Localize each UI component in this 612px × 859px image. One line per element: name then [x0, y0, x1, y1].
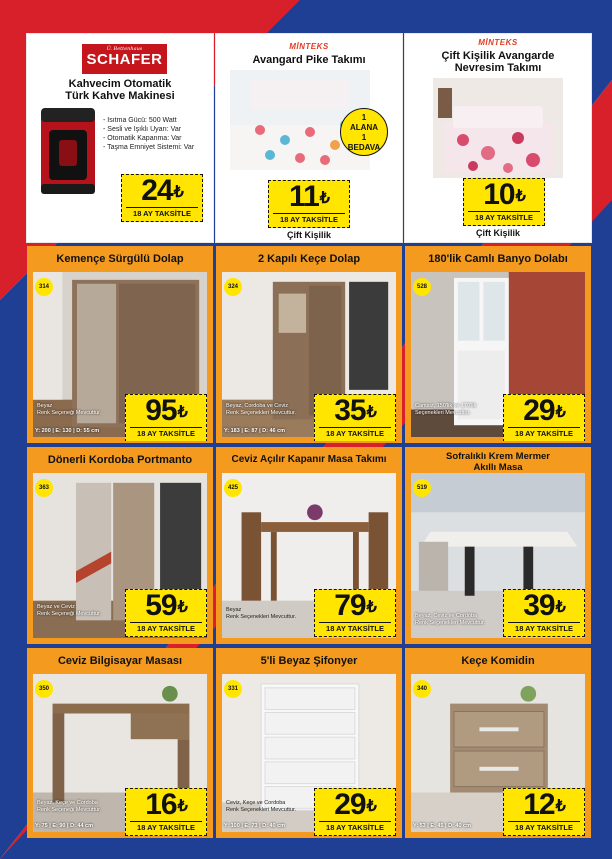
- product-title: Kahvecim Otomatik: [68, 78, 172, 90]
- price-tag: [503, 589, 585, 637]
- promo-text: BEDAVA: [347, 143, 381, 152]
- spec-list: [103, 116, 194, 152]
- price-value: 35: [334, 394, 366, 427]
- spec-item: - Otomatik Kapanma: Var: [103, 134, 194, 143]
- dimensions-label: Y: 75 | E: 90 | D: 44 cm: [35, 823, 93, 829]
- coffee-machine-image: [33, 100, 103, 200]
- price-tag: [314, 788, 396, 836]
- price-value: 16: [145, 788, 177, 821]
- currency-symbol: ₺: [515, 188, 525, 205]
- installment-label: 18 AY TAKSİTLE: [319, 622, 391, 633]
- currency-symbol: ₺: [555, 404, 565, 421]
- dimensions-label: Y: 100 | E: 73 | D: 40 cm: [224, 823, 286, 829]
- price-value: 11: [289, 180, 319, 213]
- currency-symbol: ₺: [555, 798, 565, 815]
- price-value: 59: [145, 589, 177, 622]
- price-value: 95: [145, 394, 177, 427]
- brand-name: SCHAFER: [86, 51, 163, 68]
- color-note: Beyaz: [37, 403, 53, 409]
- installment-label: 18 AY TAKSİTLE: [319, 821, 391, 832]
- color-note-line2: Renk Seçenekleri Mevcuttur.: [226, 807, 297, 813]
- minteks-logo: MİNTEKS: [478, 38, 518, 47]
- price-value: 79: [334, 589, 366, 622]
- price-value: 39: [523, 589, 555, 622]
- price-tag: [463, 178, 545, 226]
- minteks-logo: MİNTEKS: [289, 42, 329, 51]
- product-code-badge: 331: [224, 680, 242, 698]
- price-tag: [125, 394, 207, 442]
- product-card-bathroom-cabinet[interactable]: [405, 246, 591, 443]
- installment-label: 18 AY TAKSİTLE: [273, 213, 345, 224]
- price-value: 10: [483, 178, 515, 211]
- installment-label: 18 AY TAKSİTLE: [508, 622, 580, 633]
- product-title: 5'li Beyaz Şifonyer: [260, 655, 358, 667]
- price-tag: [503, 394, 585, 442]
- product-title: Çift Kişilik Avangarde: [441, 50, 555, 62]
- currency-symbol: ₺: [177, 404, 187, 421]
- installment-label: 18 AY TAKSİTLE: [130, 427, 202, 438]
- currency-symbol: ₺: [319, 190, 329, 207]
- bedding-image: [433, 78, 563, 178]
- installment-label: 18 AY TAKSİTLE: [126, 207, 198, 218]
- color-note-line2: Renk Seçeneği Mevcuttur.: [37, 611, 102, 617]
- brand-tagline: Ü. Bettenhaus: [106, 46, 143, 52]
- product-card-computer-desk[interactable]: [27, 648, 213, 838]
- product-card-coat-stand[interactable]: [27, 447, 213, 644]
- product-card-pike-set[interactable]: [216, 34, 402, 242]
- product-title: 2 Kapılı Keçe Dolap: [257, 253, 361, 265]
- product-code-badge: 425: [224, 479, 242, 497]
- product-card-sliding-wardrobe[interactable]: [27, 246, 213, 443]
- price-tag: [125, 788, 207, 836]
- product-card-coffee-machine[interactable]: [27, 34, 213, 242]
- installment-label: 18 AY TAKSİTLE: [130, 622, 202, 633]
- product-code-badge: 350: [35, 680, 53, 698]
- installment-label: 18 AY TAKSİTLE: [319, 427, 391, 438]
- product-title: Keçe Komidin: [461, 655, 535, 667]
- price-tag: [314, 394, 396, 442]
- size-label: Çift Kişilik: [286, 230, 331, 240]
- price-tag: [121, 174, 203, 222]
- product-code-badge: 324: [224, 278, 242, 296]
- product-title: 180'lik Camlı Banyo Dolabı: [428, 253, 568, 265]
- schafer-logo: [82, 44, 167, 74]
- currency-symbol: ₺: [177, 798, 187, 815]
- price-tag: [503, 788, 585, 836]
- product-card-chest-of-drawers[interactable]: [216, 648, 402, 838]
- currency-symbol: ₺: [366, 599, 376, 616]
- promo-text: ALANA: [350, 123, 378, 132]
- product-card-marble-table[interactable]: [405, 447, 591, 644]
- product-grid: [25, 34, 611, 834]
- product-card-nightstand[interactable]: [405, 648, 591, 838]
- currency-symbol: ₺: [366, 404, 376, 421]
- color-note: Beyaz, Cordoba ve Ceviz: [226, 403, 289, 409]
- price-value: 29: [334, 788, 366, 821]
- color-note: Beyaz: [226, 607, 242, 613]
- spec-item: - Sesli ve Işıklı Uyarı: Var: [103, 125, 194, 134]
- color-note-line2: Renk Seçenekleri Mevcuttur.: [226, 614, 297, 620]
- installment-label: 18 AY TAKSİTLE: [468, 211, 540, 222]
- color-note-line2: Renk Seçenekleri Mevcuttur.: [415, 620, 486, 626]
- product-code-badge: 340: [413, 680, 431, 698]
- price-tag: [314, 589, 396, 637]
- product-code-badge: 314: [35, 278, 53, 296]
- promo-text: 1: [361, 133, 367, 142]
- price-tag: [268, 180, 350, 228]
- product-title-line2: Türk Kahve Makinesi: [65, 90, 175, 102]
- product-card-dining-set[interactable]: [216, 447, 402, 644]
- price-value: 29: [523, 394, 555, 427]
- price-value: 24: [141, 174, 173, 207]
- product-code-badge: 519: [413, 479, 431, 497]
- installment-label: 18 AY TAKSİTLE: [508, 821, 580, 832]
- product-title: Dönerli Kordoba Portmanto: [47, 454, 193, 466]
- product-card-duvet-set[interactable]: [405, 34, 591, 242]
- promo-badge: [340, 108, 388, 156]
- currency-symbol: ₺: [366, 798, 376, 815]
- color-note: Beyaz, Keçe ve Cordoba: [37, 800, 98, 806]
- product-title: Ceviz Bilgisayar Masası: [57, 655, 183, 667]
- product-title: Kemençe Sürgülü Dolap: [56, 253, 184, 265]
- price-value: 12: [523, 788, 555, 821]
- color-note: Ceviz, Keçe ve Cordoba: [226, 800, 286, 806]
- promo-text: 1: [361, 113, 367, 122]
- installment-label: 18 AY TAKSİTLE: [130, 821, 202, 832]
- product-title-line1: Sofralıklı Krem Mermer: [445, 451, 550, 462]
- product-title: Ceviz Açılır Kapanır Masa Takımı: [231, 454, 387, 465]
- installment-label: 18 AY TAKSİTLE: [508, 427, 580, 438]
- color-note: Beyaz, Ceviz ve Cordoba: [415, 613, 478, 619]
- currency-symbol: ₺: [177, 599, 187, 616]
- product-code-badge: 363: [35, 479, 53, 497]
- color-note-line2: Seçenekleri Mevcuttur.: [415, 410, 471, 416]
- product-code-badge: 528: [413, 278, 431, 296]
- size-label: Çift Kişilik: [475, 228, 520, 238]
- spec-item: - Taşma Emniyet Sistemi: Var: [103, 143, 194, 152]
- color-note: Camsız, 150'lik ve 170'lik: [415, 403, 477, 409]
- color-note-line2: Renk Seçeneği Mevcuttur.: [37, 807, 102, 813]
- color-note: Beyaz ve Ceviz: [37, 604, 75, 610]
- product-title: [407, 449, 589, 471]
- price-tag: [125, 589, 207, 637]
- product-title-line2: Akıllı Masa: [473, 462, 523, 473]
- currency-symbol: ₺: [555, 599, 565, 616]
- product-card-two-door-wardrobe[interactable]: [216, 246, 402, 443]
- spec-item: - Isıtma Gücü: 500 Watt: [103, 116, 194, 125]
- dimensions-label: Y: 183 | E: 87 | D: 46 cm: [224, 428, 286, 434]
- color-note-line2: Renk Seçeneği Mevcuttur.: [37, 410, 102, 416]
- dimensions-label: Y: 53 | E: 45 | D: 40 cm: [413, 823, 471, 829]
- currency-symbol: ₺: [173, 184, 183, 201]
- product-title-line2: Nevresim Takımı: [454, 62, 542, 74]
- color-note-line2: Renk Seçenekleri Mevcuttur.: [226, 410, 297, 416]
- dimensions-label: Y: 200 | E: 130 | D: 55 cm: [35, 428, 100, 434]
- product-title: Avangard Pike Takımı: [252, 54, 366, 66]
